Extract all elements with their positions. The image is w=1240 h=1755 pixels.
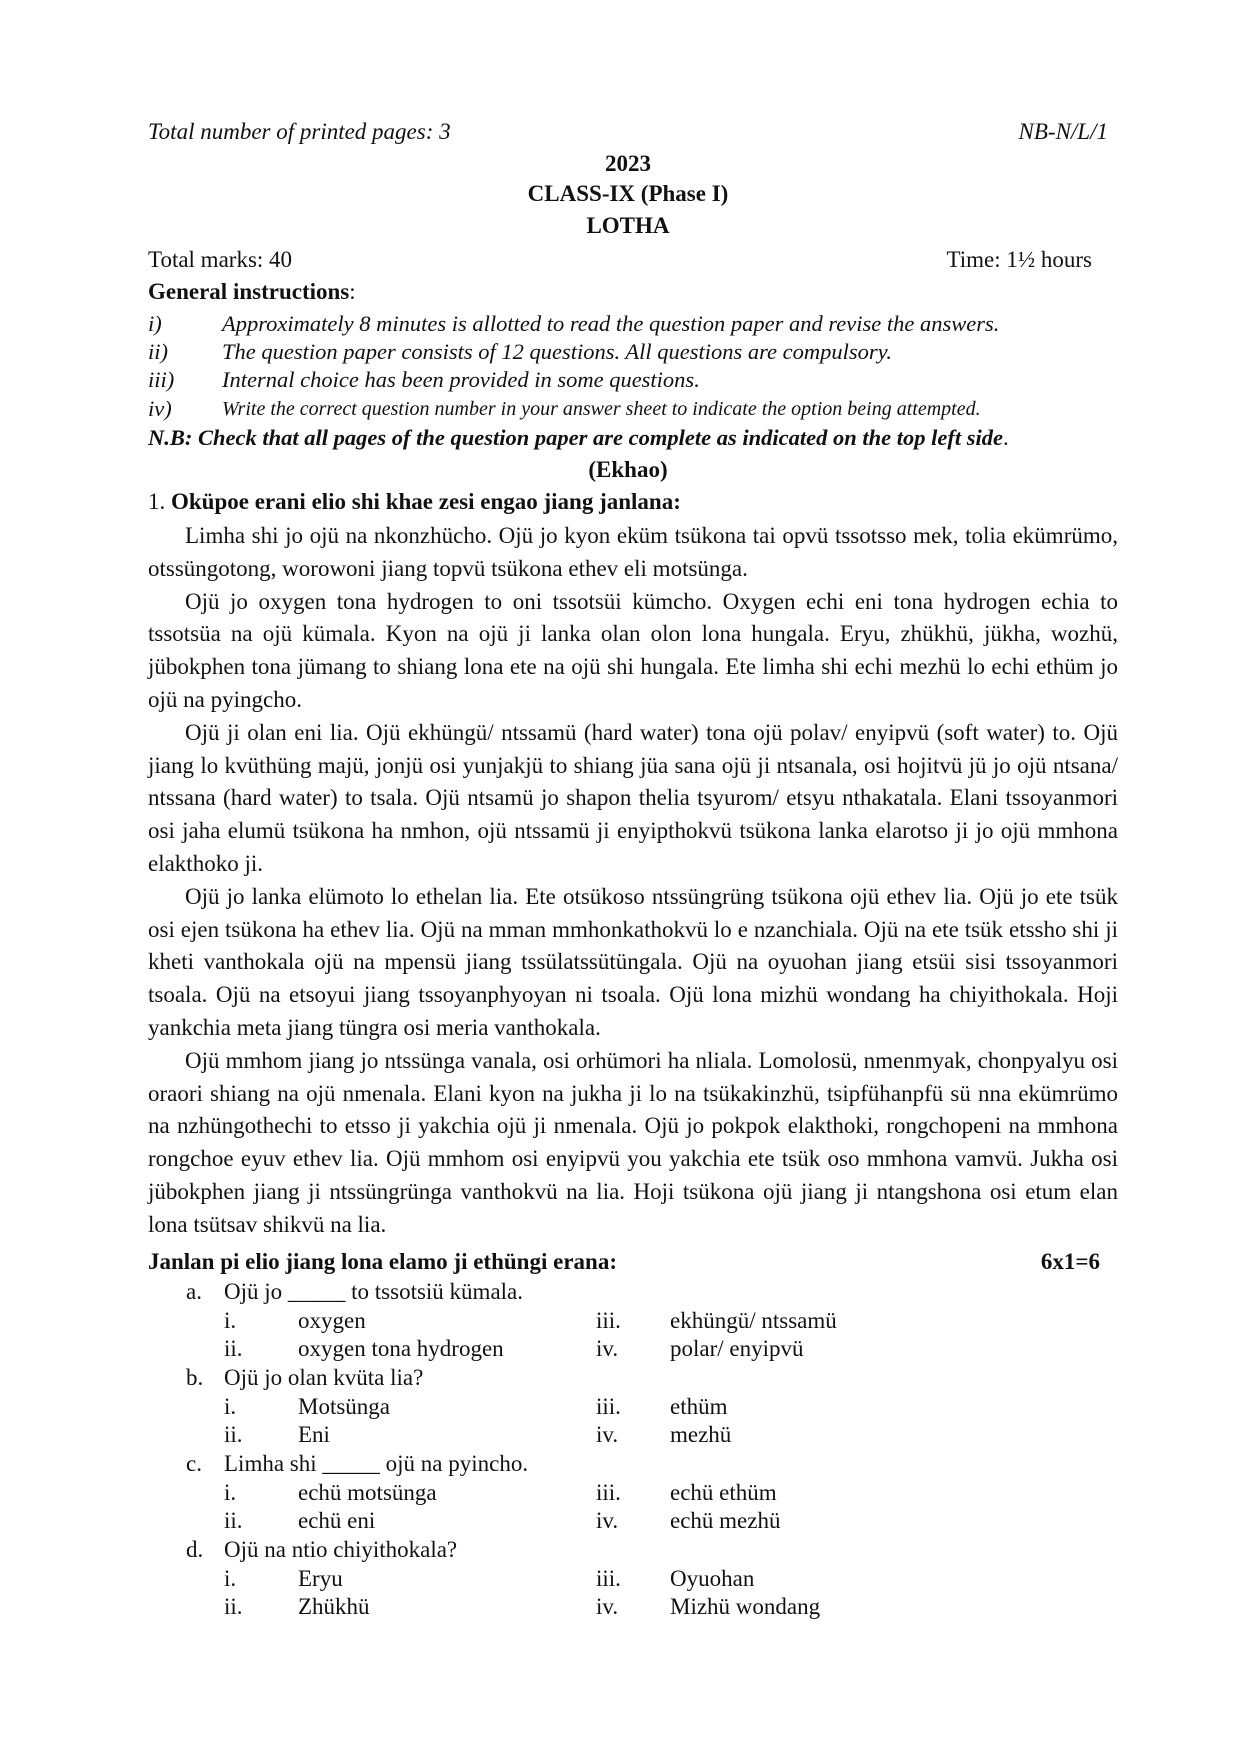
- option-num: ii.: [224, 1336, 243, 1361]
- question-number: 1.: [148, 489, 166, 514]
- option-num: iv.: [596, 1422, 619, 1447]
- option-value: echü ethüm: [670, 1480, 777, 1505]
- option-value: Zhükhü: [298, 1594, 370, 1619]
- passage-paragraph: Ojü jo lanka elümoto lo ethelan lia. Ete otsükoso ntssüngrüng tsükona ojü ethev lia. Ojü jo ete tsük osi ejen tsükona ha ethev lia. Ojü na mman mmhonkathokvü lo e nzanchiala. Ojü na ete tsük etssho shi ji kheti vanthokala ojü na mpensü jiang tssülatssütüngala. Ojü na oyuohan jiang etsüi sisi tssoyanmori tsoala. Ojü na etsoyui jiang tssoyanphyoyan ni tsoala. Ojü lona mizhü wondang ha chiyithokala. Hoji yankchia meta jiang tüngra osi meria vanthokala.: [148, 883, 1118, 1040]
- exam-class: CLASS-IX (Phase I): [527, 181, 729, 206]
- mcq-text: Ojü na ntio chiyithokala?: [224, 1537, 458, 1562]
- mcq-text: Ojü jo _____ to tssotsiü kümala.: [224, 1279, 523, 1304]
- instructions-heading: [148, 278, 1108, 306]
- option-num: i.: [224, 1480, 237, 1505]
- question-title: Oküpoe erani elio shi khae zesi engao jiang janlana:: [171, 489, 681, 514]
- exam-time: Time: 1½ hours: [946, 247, 1092, 272]
- option-num: iii.: [596, 1566, 621, 1591]
- option-value: oxygen: [298, 1308, 366, 1333]
- instruction-num: iv): [148, 396, 172, 421]
- nb-note-end: .: [1002, 425, 1009, 450]
- option-value: Eni: [298, 1422, 330, 1447]
- option-num: ii.: [224, 1594, 243, 1619]
- mcq-label: d.: [186, 1537, 204, 1562]
- mcq-text: Limha shi _____ ojü na pyincho.: [224, 1451, 529, 1476]
- paper-code: NB-N/L/1: [1018, 119, 1108, 144]
- mcq-label: a.: [186, 1279, 202, 1304]
- instruction-text: Internal choice has been provided in some questions.: [222, 367, 700, 392]
- mcq-label: c.: [186, 1451, 202, 1476]
- instruction-text: Write the correct question number in your answer sheet to indicate the option being attempted.: [222, 398, 981, 420]
- question-1-heading: [148, 488, 1108, 516]
- option-value: ethüm: [670, 1394, 728, 1419]
- option-num: iii.: [596, 1308, 621, 1333]
- passage-paragraph: Ojü mmhom jiang jo ntssünga vanala, osi orhümori ha nliala. Lomolosü, nmenmyak, chonpyalyu osi oraori shiang na ojü nmenala. Elani kyon na jukha ji lo na tsükakinzhü, tsipfühanpfü sü nna ekümrümo na nzhüngothechi to etsso ji yakchia ojü ji nmenala. Ojü jo pokpok elakthoki, rongchopeni na mmhona rongchoe eyuv ethev lia. Ojü mmhom osi enyipvü you yakchia ete tsük oso mmhona vamvü. Jukha osi jübokphen jiang ji ntssüngrünga vanthokvü na lia. Hoji tsükona ojü jiang ji ntangshona osi etum elan lona tsütsav shikvü na lia.: [148, 1047, 1118, 1237]
- option-num: iv.: [596, 1336, 619, 1361]
- passage: [148, 520, 1118, 1242]
- exam-year: 2023: [605, 151, 651, 176]
- option-num: i.: [224, 1308, 237, 1333]
- passage-paragraph: Limha shi jo ojü na nkonzhücho. Ojü jo kyon eküm tsükona tai opvü tssotsso mek, tolia ekümrümo, otssüngotong, worowoni jiang topvü tsükona ethev eli motsünga.: [148, 523, 1118, 581]
- instruction-num: i): [148, 311, 162, 336]
- option-value: polar/ enyipvü: [670, 1336, 804, 1361]
- mcq-label: b.: [186, 1365, 204, 1390]
- marks-time-row: [148, 246, 1092, 274]
- option-value: echü motsünga: [298, 1480, 437, 1505]
- instruction-text: The question paper consists of 12 questions. All questions are compulsory.: [222, 339, 892, 364]
- instruction-num: iii): [148, 367, 175, 392]
- option-num: iv.: [596, 1594, 619, 1619]
- instruction-text: Approximately 8 minutes is allotted to read the question paper and revise the answers.: [222, 311, 1000, 336]
- option-value: mezhü: [670, 1422, 732, 1447]
- section-title: (Ekhao): [588, 457, 668, 482]
- option-num: iii.: [596, 1480, 621, 1505]
- nb-note: [148, 424, 1128, 452]
- option-value: ekhüngü/ ntssamü: [670, 1308, 837, 1333]
- header-row: [148, 118, 1108, 146]
- mcq-instruction: Janlan pi elio jiang lona elamo ji ethüngi erana:: [148, 1249, 617, 1274]
- option-num: ii.: [224, 1508, 243, 1533]
- instructions-heading-text: General instructions: [148, 279, 350, 304]
- option-value: Mizhü wondang: [670, 1594, 821, 1619]
- mcq-heading: [148, 1248, 1100, 1276]
- exam-subject: LOTHA: [586, 213, 670, 238]
- option-num: i.: [224, 1566, 237, 1591]
- total-marks: Total marks: 40: [148, 247, 293, 272]
- option-value: Motsünga: [298, 1394, 390, 1419]
- mcq-marks: 6x1=6: [1040, 1249, 1100, 1274]
- printed-pages-note: Total number of printed pages: 3: [148, 119, 451, 144]
- option-num: i.: [224, 1394, 237, 1419]
- option-value: echü mezhü: [670, 1508, 781, 1533]
- passage-paragraph: Ojü jo oxygen tona hydrogen to oni tssotsüi kümcho. Oxygen echi eni tona hydrogen echia to tssotsüa na ojü kümala. Kyon na ojü ji lanka olan olon lona hungala. Eryu, zhükhü, jükha, wozhü, jübokphen tona jümang to shiang lona ete na ojü shi hungala. Ete limha shi echi mezhü lo echi ethüm jo ojü na pyingcho.: [148, 588, 1118, 712]
- option-value: echü eni: [298, 1508, 376, 1533]
- option-value: Eryu: [298, 1566, 343, 1591]
- option-num: iv.: [596, 1508, 619, 1533]
- option-num: ii.: [224, 1422, 243, 1447]
- option-value: oxygen tona hydrogen: [298, 1336, 504, 1361]
- instructions-heading-colon: :: [349, 279, 356, 304]
- nb-note-text: N.B: Check that all pages of the question paper are complete as indicated on the top left side: [148, 425, 1003, 450]
- instruction-num: ii): [148, 339, 168, 364]
- mcq-text: Ojü jo olan kvüta lia?: [224, 1365, 424, 1390]
- option-value: Oyuohan: [670, 1566, 755, 1591]
- option-num: iii.: [596, 1394, 621, 1419]
- passage-paragraph: Ojü ji olan eni lia. Ojü ekhüngü/ ntssamü (hard water) tona ojü polav/ enyipvü (soft water) to. Ojü jiang lo kvüthüng majü, jonjü osi yunjakjü to shiang jüa sana ojü ji ntsanala, osi hojitvü jü jo ojü ntsana/ ntssana (hard water) to tsala. Ojü ntsamü jo shapon thelia tsyurom/ etsyu nthakatala. Elani tssoyanmori osi jaha elumü tsükona ha nmhon, ojü ntssamü ji enyipthokvü tsükona lanka elarotso ji jo ojü mmhona elakthoko ji.: [148, 719, 1118, 876]
